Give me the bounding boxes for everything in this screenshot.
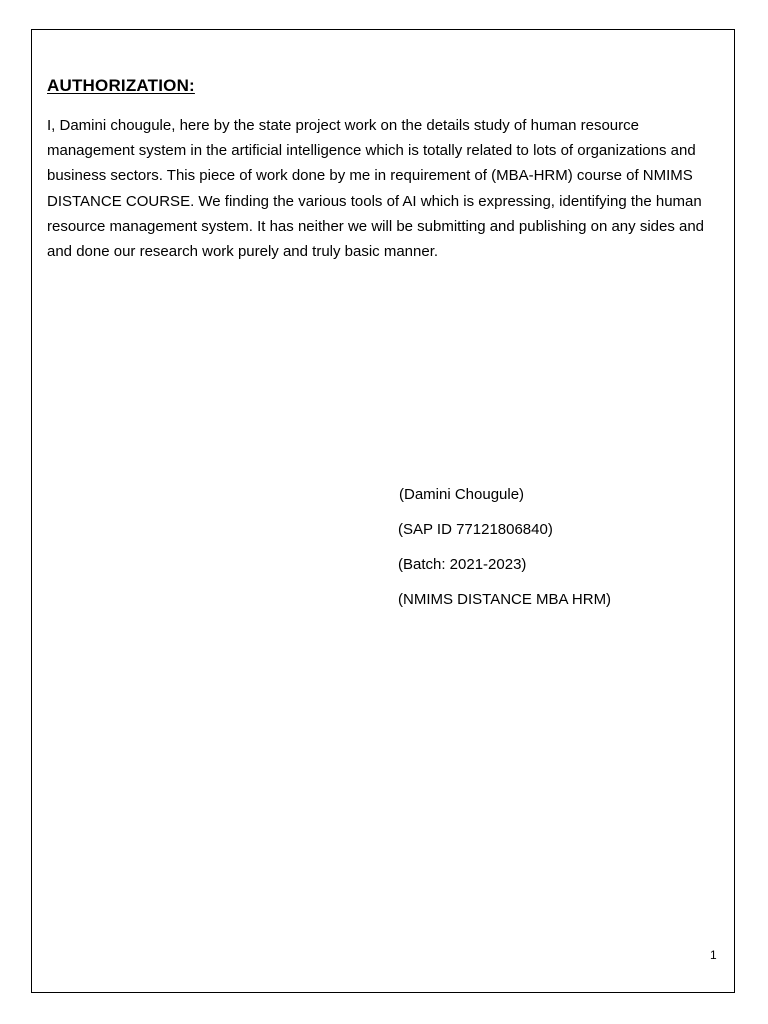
sap-id: (SAP ID 77121806840) xyxy=(398,521,553,538)
signatory-name: (Damini Chougule) xyxy=(399,486,525,503)
batch: (Batch: 2021-2023) xyxy=(398,556,527,573)
program-name: (NMIMS DISTANCE MBA HRM) xyxy=(398,591,612,608)
authorization-heading: AUTHORIZATION: xyxy=(47,76,195,95)
signature-block xyxy=(398,484,611,624)
page-number: 1 xyxy=(710,948,717,962)
authorization-paragraph: I, Damini chougule, here by the state project work on the details study of human resource management system in the artificial intelligence which is totally related to lots of organizations and business sectors. This piece of work done by me in requirement of (MBA-HRM) course of NMIMS DISTANCE COURSE. We finding the various tools of AI which is expressing, identifying the human resource management system. It has neither we will be submitting and publishing on any sides and and done our research work purely and truly basic manner. xyxy=(47,117,705,261)
